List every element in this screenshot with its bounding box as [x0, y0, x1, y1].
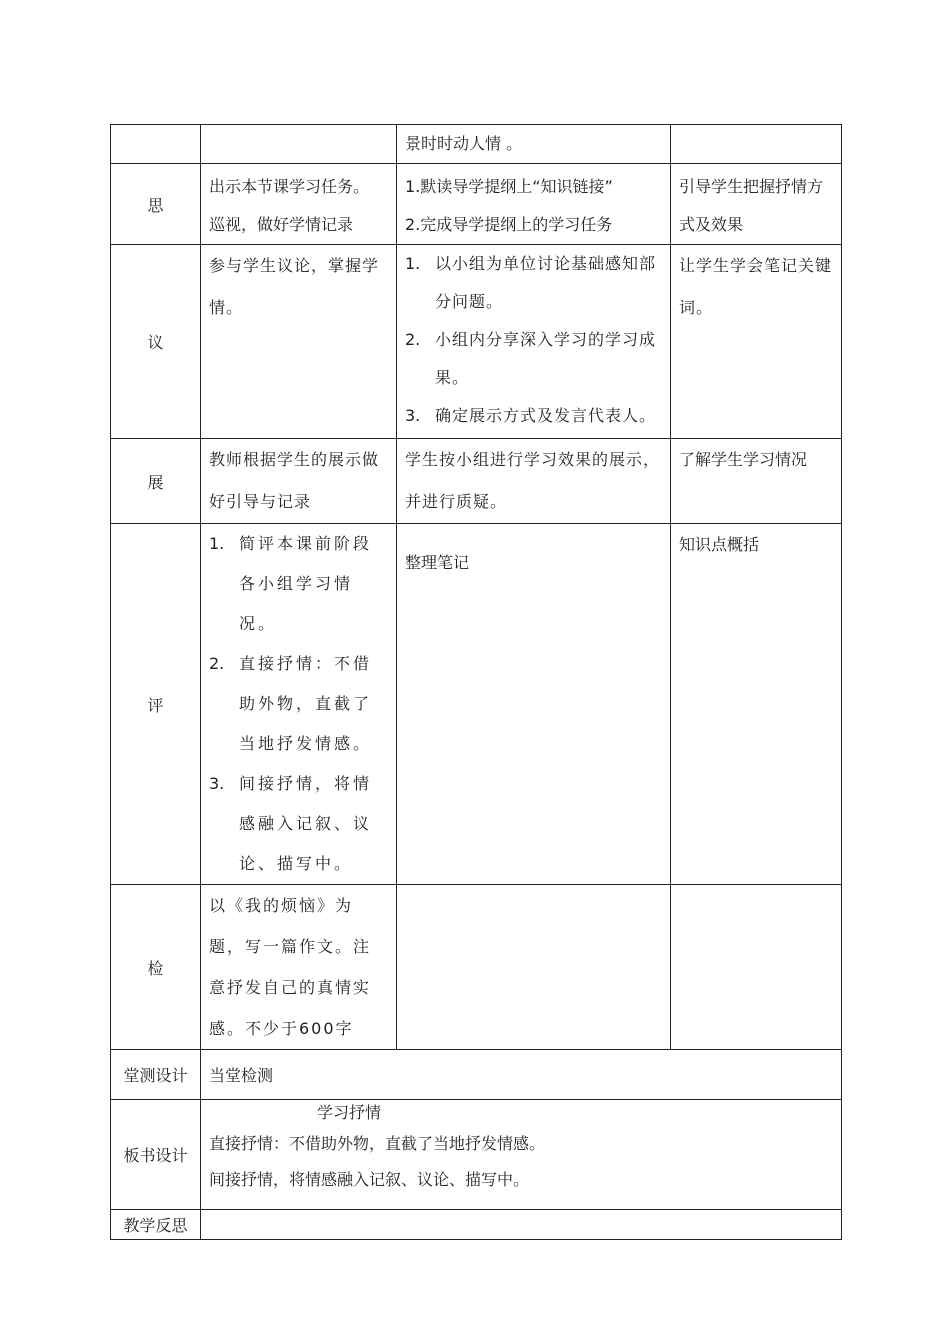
teacher-activity-cell — [201, 164, 397, 245]
row-label: 堂测设计 — [111, 1050, 201, 1100]
student-activity-cell — [397, 164, 671, 245]
phase-cell: 思 — [111, 164, 201, 245]
phase-cell: 检 — [111, 885, 201, 1050]
text-line: 巡视，做好学情记录 — [209, 215, 354, 234]
student-activity-cell: 整理笔记 — [397, 524, 671, 885]
table-row — [111, 164, 842, 245]
teacher-activity-cell — [201, 524, 397, 885]
student-activity-cell — [397, 245, 671, 439]
table-row — [111, 1210, 842, 1240]
board-line: 直接抒情：不借助外物，直截了当地抒发情感。 — [209, 1134, 546, 1153]
teacher-activity-cell: 以《我的烦恼》为题，写一篇作文。注意抒发自己的真情实感。不少于600字 — [201, 885, 397, 1050]
phase-cell: 评 — [111, 524, 201, 885]
step-list — [209, 524, 388, 884]
text-line: 出示本节课学习任务。 — [209, 177, 370, 196]
lesson-plan-table — [110, 124, 842, 1240]
list-item: 3. 间接抒情，将情感融入记叙、议论、描写中。 — [209, 774, 373, 873]
design-intent-cell: 了解学生学习情况 — [671, 439, 842, 524]
design-intent-cell: 让学生学会笔记关键词。 — [671, 245, 842, 439]
list-item: 2. 直接抒情：不借助外物，直截了当地抒发情感。 — [209, 654, 373, 753]
design-intent-cell: 引导学生把握抒情方式及效果 — [671, 164, 842, 245]
table-row — [111, 245, 842, 439]
student-activity-cell — [397, 885, 671, 1050]
table-row — [111, 885, 842, 1050]
reflection-content — [201, 1210, 842, 1240]
table-row — [111, 1050, 842, 1100]
teacher-activity-cell: 教师根据学生的展示做好引导与记录 — [201, 439, 397, 524]
phase-cell — [111, 125, 201, 164]
board-design-content — [201, 1100, 842, 1210]
student-activity-cell: 学生按小组进行学习效果的展示，并进行质疑。 — [397, 439, 671, 524]
teacher-activity-cell — [201, 125, 397, 164]
step-list — [405, 245, 662, 435]
list-item: 1. 以小组为单位讨论基础感知部分问题。 — [405, 254, 657, 311]
board-line: 间接抒情，将情感融入记叙、议论、描写中。 — [209, 1170, 530, 1189]
phase-cell: 议 — [111, 245, 201, 439]
table-row — [111, 1100, 842, 1210]
text-line: 1.默读导学提纲上“知识链接” — [405, 177, 613, 196]
board-title: 学习抒情 — [317, 1103, 382, 1122]
phase-cell: 展 — [111, 439, 201, 524]
table-row — [111, 524, 842, 885]
list-item: 1. 简评本课前阶段各小组学习情况。 — [209, 534, 373, 633]
design-intent-cell — [671, 885, 842, 1050]
text-line: 2.完成导学提纲上的学习任务 — [405, 215, 613, 234]
row-label: 板书设计 — [111, 1100, 201, 1210]
table-row — [111, 439, 842, 524]
table-row — [111, 125, 842, 164]
test-design-content: 当堂检测 — [201, 1050, 842, 1100]
teacher-activity-cell: 参与学生议论，掌握学情。 — [201, 245, 397, 439]
student-activity-cell: 景时时动人情 。 — [397, 125, 671, 164]
list-item: 3. 确定展示方式及发言代表人。 — [405, 406, 657, 425]
design-intent-cell: 知识点概括 — [671, 524, 842, 885]
design-intent-cell — [671, 125, 842, 164]
row-label: 教学反思 — [111, 1210, 201, 1240]
list-item: 2. 小组内分享深入学习的学习成果。 — [405, 330, 657, 387]
